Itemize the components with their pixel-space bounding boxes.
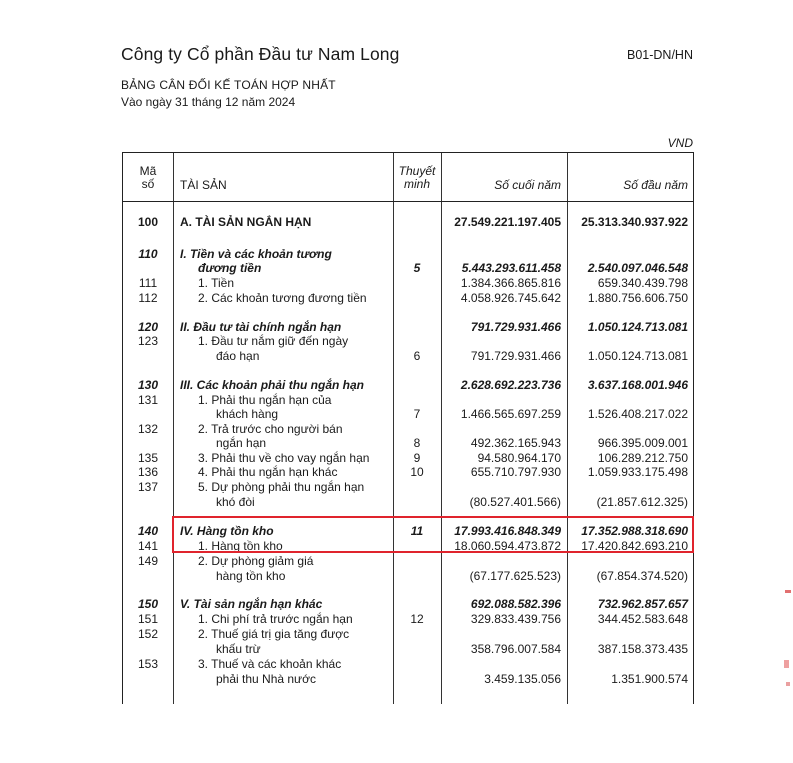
row-label: 5. Dự phòng phải thu ngắn hạn bbox=[198, 480, 365, 494]
balance-sheet-table bbox=[122, 152, 694, 704]
stamp-mark bbox=[785, 590, 791, 593]
row-end-value: 1.466.565.697.259 bbox=[460, 407, 561, 421]
row-code: 110 bbox=[138, 247, 158, 261]
row-label: V. Tài sản ngắn hạn khác bbox=[180, 597, 323, 611]
row-label: đáo hạn bbox=[216, 349, 260, 363]
row-code: 152 bbox=[137, 627, 159, 641]
header-ma-line2: số bbox=[141, 177, 155, 191]
row-start-value: 3.637.168.001.946 bbox=[587, 378, 688, 392]
row-note: 6 bbox=[413, 349, 421, 363]
row-label: 1. Tiền bbox=[198, 276, 235, 290]
row-end-value: 4.058.926.745.642 bbox=[460, 291, 561, 305]
row-end-value: 692.088.582.396 bbox=[470, 597, 561, 611]
inventory-highlight-box bbox=[172, 516, 694, 553]
row-end-value: 94.580.964.170 bbox=[477, 451, 561, 465]
row-start-value: 1.351.900.574 bbox=[611, 672, 688, 686]
row-label: 1. Phải thu ngắn hạn của bbox=[198, 393, 332, 407]
row-label: 4. Phải thu ngắn hạn khác bbox=[198, 465, 338, 479]
row-note: 8 bbox=[413, 436, 421, 450]
row-start-value: 25.313.340.937.922 bbox=[581, 215, 688, 229]
row-label: phải thu Nhà nước bbox=[216, 672, 316, 686]
row-start-value: 106.289.212.750 bbox=[597, 451, 688, 465]
row-label: khấu trừ bbox=[216, 642, 261, 656]
row-code: 137 bbox=[137, 480, 159, 494]
row-start-value: 1.059.933.175.498 bbox=[587, 465, 688, 479]
row-end-value: 791.729.931.466 bbox=[470, 349, 561, 363]
row-note: 10 bbox=[410, 465, 424, 479]
row-label: 2. Các khoản tương đương tiền bbox=[198, 291, 367, 305]
row-code: 141 bbox=[137, 539, 159, 553]
row-label: II. Đầu tư tài chính ngắn hạn bbox=[180, 320, 342, 334]
row-start-value: 1.526.408.217.022 bbox=[587, 407, 688, 421]
row-label: hàng tồn kho bbox=[216, 569, 286, 583]
document-date: Vào ngày 31 tháng 12 năm 2024 bbox=[121, 95, 296, 109]
row-label: 2. Dự phòng giảm giá bbox=[198, 554, 314, 568]
stamp-mark bbox=[786, 682, 790, 686]
row-code: 153 bbox=[137, 657, 159, 671]
row-label: A. TÀI SẢN NGẮN HẠN bbox=[180, 215, 312, 229]
header-note-line2: minh bbox=[403, 177, 430, 191]
row-label: IV. Hàng tồn kho bbox=[180, 524, 274, 538]
row-end-value: 492.362.165.943 bbox=[470, 436, 561, 450]
company-name: Công ty Cổ phần Đầu tư Nam Long bbox=[121, 44, 400, 64]
row-end-value: 791.729.931.466 bbox=[470, 320, 561, 334]
row-label: III. Các khoản phải thu ngắn hạn bbox=[180, 378, 365, 392]
row-start-value: 17.352.988.318.690 bbox=[581, 524, 688, 538]
row-start-value: 2.540.097.046.548 bbox=[587, 261, 688, 275]
header-end: Số cuối năm bbox=[494, 178, 561, 192]
row-end-value: 17.993.416.848.349 bbox=[454, 524, 561, 538]
row-code: 100 bbox=[137, 215, 159, 229]
row-start-value: 344.452.583.648 bbox=[597, 612, 688, 626]
header-name: TÀI SẢN bbox=[180, 178, 227, 192]
row-code: 130 bbox=[137, 378, 159, 392]
row-note: 7 bbox=[413, 407, 421, 421]
row-start-value: 1.050.124.713.081 bbox=[587, 320, 688, 334]
row-code: 150 bbox=[137, 597, 159, 611]
row-label: 2. Trả trước cho người bán bbox=[198, 422, 343, 436]
row-label: ngắn hạn bbox=[216, 436, 267, 450]
header-note-line1: Thuyết bbox=[398, 164, 436, 178]
row-start-value: (67.854.374.520) bbox=[596, 569, 688, 583]
row-code: 112 bbox=[138, 291, 158, 305]
row-code: 135 bbox=[137, 451, 159, 465]
header-ma-line1: Mã bbox=[139, 164, 157, 178]
row-note: 12 bbox=[410, 612, 424, 626]
row-start-value: 387.158.373.435 bbox=[597, 642, 688, 656]
row-start-value: 1.880.756.606.750 bbox=[587, 291, 688, 305]
row-label: 3. Thuế và các khoản khác bbox=[198, 657, 342, 671]
header-note bbox=[393, 165, 441, 191]
row-label: đương tiền bbox=[198, 261, 262, 275]
row-start-value: (21.857.612.325) bbox=[596, 495, 688, 509]
row-start-value: 966.395.009.001 bbox=[597, 436, 688, 450]
row-end-value: (67.177.625.523) bbox=[469, 569, 561, 583]
row-end-value: 358.796.007.584 bbox=[470, 642, 561, 656]
stamp-mark bbox=[784, 660, 789, 668]
row-start-value: 732.962.857.657 bbox=[597, 597, 688, 611]
row-end-value: 329.833.439.756 bbox=[470, 612, 561, 626]
row-end-value: (80.527.401.566) bbox=[469, 495, 561, 509]
document-title: BẢNG CÂN ĐỐI KẾ TOÁN HỢP NHẤT bbox=[121, 78, 336, 92]
row-start-value: 659.340.439.798 bbox=[597, 276, 688, 290]
row-start-value: 17.420.842.693.210 bbox=[581, 539, 688, 553]
row-label: I. Tiền và các khoản tương bbox=[180, 247, 332, 261]
row-label: 3. Phải thu về cho vay ngắn hạn bbox=[198, 451, 370, 465]
header-start: Số đầu năm bbox=[623, 178, 688, 192]
row-code: 149 bbox=[137, 554, 159, 568]
row-end-value: 2.628.692.223.736 bbox=[460, 378, 561, 392]
row-code: 120 bbox=[137, 320, 159, 334]
header-ma bbox=[123, 165, 173, 191]
row-label: 2. Thuế giá trị gia tăng được bbox=[198, 627, 350, 641]
row-end-value: 1.384.366.865.816 bbox=[460, 276, 561, 290]
row-end-value: 5.443.293.611.458 bbox=[461, 261, 561, 275]
column-divider bbox=[173, 153, 174, 704]
row-note: 11 bbox=[410, 524, 424, 538]
row-code: 131 bbox=[137, 393, 159, 407]
header-divider bbox=[123, 201, 693, 202]
row-label: 1. Hàng tồn kho bbox=[198, 539, 283, 553]
row-start-value: 1.050.124.713.081 bbox=[587, 349, 688, 363]
form-code: B01-DN/HN bbox=[627, 48, 693, 62]
row-label: 1. Chi phí trả trước ngắn hạn bbox=[198, 612, 353, 626]
row-end-value: 655.710.797.930 bbox=[470, 465, 561, 479]
row-code: 151 bbox=[137, 612, 159, 626]
row-code: 123 bbox=[137, 334, 159, 348]
row-label: khách hàng bbox=[216, 407, 279, 421]
currency-label: VND bbox=[667, 136, 693, 150]
row-code: 132 bbox=[137, 422, 159, 436]
row-label: 1. Đầu tư nắm giữ đến ngày bbox=[198, 334, 349, 348]
row-code: 136 bbox=[137, 465, 159, 479]
row-code: 140 bbox=[137, 524, 159, 538]
row-end-value: 27.549.221.197.405 bbox=[454, 215, 561, 229]
row-end-value: 18.060.594.473.872 bbox=[454, 539, 561, 553]
row-note: 9 bbox=[413, 451, 421, 465]
row-code: 111 bbox=[138, 276, 158, 290]
row-label: khó đòi bbox=[216, 495, 255, 509]
row-end-value: 3.459.135.056 bbox=[484, 672, 561, 686]
row-note: 5 bbox=[413, 261, 421, 275]
